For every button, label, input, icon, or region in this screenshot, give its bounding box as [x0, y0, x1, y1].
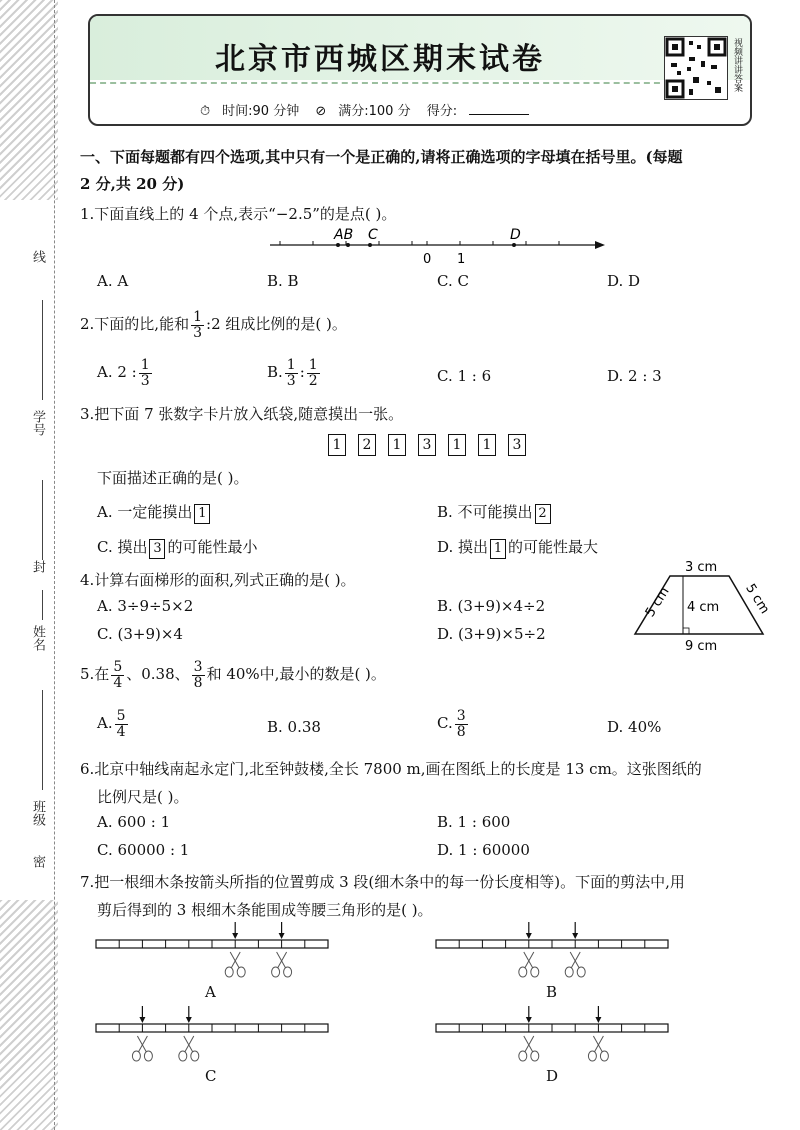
q1-option-d[interactable]: D. D	[607, 272, 641, 290]
q2-option-b-frac2	[307, 358, 320, 388]
scissors-icon	[519, 1036, 539, 1061]
binding-xian: 线	[30, 250, 45, 263]
binding-xuehao: 学号	[30, 410, 45, 436]
clock-icon: ⏱	[200, 104, 211, 119]
q4-option-b[interactable]: B. (3+9)×4÷2	[437, 597, 546, 615]
q7-label-d[interactable]: D	[546, 1067, 559, 1085]
q2-b1-den: 3	[286, 372, 296, 389]
q2-option-b-text: B.	[267, 363, 283, 382]
label-zero: 0	[423, 252, 432, 267]
q3-option-c[interactable]	[97, 536, 258, 559]
section-heading-2: 2 分,共 20 分)	[80, 175, 185, 193]
scissors-icon	[565, 952, 585, 977]
q6-option-c[interactable]: C. 60000 : 1	[97, 841, 190, 859]
q5-f2-den: 8	[193, 674, 203, 691]
q5-option-a-frac	[115, 709, 128, 739]
trapezoid-top-label: 3 cm	[685, 560, 718, 575]
binding-blank-2	[42, 480, 43, 560]
q2-option-a-text: A. 2 :	[97, 363, 137, 382]
q5-f1-num: 5	[113, 659, 123, 675]
qr-caption: 视频讲讲答案	[732, 38, 742, 92]
q4-trapezoid-figure	[625, 556, 775, 656]
q3-option-b-card: 2	[535, 504, 551, 524]
q5-option-c[interactable]	[437, 709, 470, 739]
number-card: 1	[388, 434, 406, 456]
q6-stem-2: 比例尺是( )。	[97, 788, 189, 806]
q3-option-c-text: C. 摸出	[97, 538, 148, 556]
q6-option-b[interactable]: B. 1 : 600	[437, 813, 511, 831]
q7-label-b[interactable]: B	[546, 983, 558, 1001]
binding-hatch-top	[0, 0, 58, 200]
arrow-head	[526, 933, 532, 939]
point-c	[368, 243, 372, 247]
q6-option-d[interactable]: D. 1 : 60000	[437, 841, 530, 859]
arrow-head	[139, 1017, 145, 1023]
q1-stem: 1.下面直线上的 4 个点,表示“−2.5”的是点( )。	[80, 205, 397, 223]
number-card: 3	[508, 434, 526, 456]
q5-option-a-text: A.	[97, 714, 113, 733]
score-blank[interactable]	[469, 114, 529, 115]
q2-b2-den: 2	[308, 372, 318, 389]
trapezoid-right-label: 5 cm	[742, 581, 773, 617]
q7-stick-diagrams	[0, 920, 800, 1090]
q2-a-num: 1	[140, 357, 150, 373]
scissors-icon	[132, 1036, 152, 1061]
q3-stem: 3.把下面 7 张数字卡片放入纸袋,随意摸出一张。	[80, 405, 404, 423]
trapezoid-height-label: 4 cm	[687, 600, 720, 615]
q3-option-c-card: 3	[149, 539, 165, 559]
q7-stem-2: 剪后得到的 3 根细木条能围成等腰三角形的是( )。	[97, 901, 433, 919]
qr-code[interactable]	[664, 36, 728, 100]
number-card: 1	[448, 434, 466, 456]
q5-option-a[interactable]	[97, 709, 130, 739]
q3-option-d-card: 1	[490, 539, 506, 559]
point-a	[336, 243, 340, 247]
q5-option-c-text: C.	[437, 714, 453, 733]
scissors-icon	[225, 952, 245, 977]
scissors-icon	[272, 952, 292, 977]
point-d	[512, 243, 516, 247]
arrow-head	[186, 1017, 192, 1023]
q2-option-d[interactable]: D. 2 : 3	[607, 367, 662, 385]
q2-b2-num: 1	[308, 357, 318, 373]
q7-label-a[interactable]: A	[205, 983, 216, 1001]
q2-option-a[interactable]	[97, 358, 154, 388]
header-divider	[90, 82, 670, 84]
label-d: D	[510, 227, 521, 243]
q2-fraction	[191, 310, 204, 340]
q5-a-num: 5	[116, 708, 126, 724]
binding-blank-3	[42, 590, 43, 620]
q5-option-b[interactable]: B. 0.38	[267, 718, 321, 736]
q2-stem-b: :2 组成比例的是( )。	[206, 315, 347, 334]
trapezoid-left-label: 5 cm	[642, 584, 673, 620]
q2-fraction-den: 3	[193, 324, 203, 341]
q5-frac2	[192, 660, 205, 690]
q3-cards	[322, 434, 532, 456]
point-b	[346, 243, 350, 247]
q4-option-a[interactable]: A. 3÷9÷5×2	[97, 597, 194, 615]
exam-meta	[200, 100, 541, 119]
q3-option-c-text2: 的可能性最小	[167, 538, 258, 556]
q5-c-den: 8	[456, 723, 466, 740]
full-score-label: 满分:100 分	[338, 104, 411, 119]
score-label: 得分:	[426, 104, 458, 119]
exam-header	[88, 14, 752, 126]
q2-option-b-colon: :	[299, 363, 305, 382]
q5-stem	[80, 660, 386, 690]
label-one: 1	[457, 252, 466, 267]
q3-option-d-text: D. 摸出	[437, 538, 489, 556]
q2-stem-a: 2.下面的比,能和	[80, 315, 190, 334]
q5-c-num: 3	[456, 708, 466, 724]
q2-option-b-frac1	[285, 358, 298, 388]
q6-stem: 6.北京中轴线南起永定门,北至钟鼓楼,全长 7800 m,画在图纸上的长度是 13 cm。这张图纸的	[80, 760, 702, 778]
q2-fraction-num: 1	[193, 309, 203, 325]
q7-label-c[interactable]: C	[205, 1067, 217, 1085]
q3-option-b-text: B. 不可能摸出	[437, 503, 533, 521]
q2-option-b[interactable]	[267, 358, 322, 388]
q2-option-a-frac	[139, 358, 152, 388]
q2-option-c[interactable]: C. 1 : 6	[437, 367, 492, 385]
check-icon: ⊘	[315, 104, 327, 119]
q1-option-c[interactable]: C. C	[437, 272, 469, 290]
q1-number-line	[260, 225, 610, 270]
scissors-icon	[179, 1036, 199, 1061]
q3-option-d-text2: 的可能性最大	[508, 538, 599, 556]
label-c: C	[368, 227, 378, 243]
q5-frac1	[111, 660, 124, 690]
q6-option-a[interactable]: A. 600 : 1	[97, 813, 171, 831]
q5-f2-num: 3	[193, 659, 203, 675]
section-heading: 一、下面每题都有四个选项,其中只有一个是正确的,请将正确选项的字母填在括号里。(每题	[80, 148, 683, 166]
q3-sub: 下面描述正确的是( )。	[97, 469, 249, 487]
q3-option-b[interactable]	[437, 501, 553, 524]
q3-option-a[interactable]	[97, 501, 212, 524]
label-ab: AB	[334, 227, 354, 243]
arrow-head	[595, 1017, 601, 1023]
q3-option-a-text: A. 一定能摸出	[97, 503, 193, 521]
time-label: 时间:90 分钟	[222, 104, 300, 119]
binding-blank-4	[42, 690, 43, 790]
binding-mi: 密	[30, 855, 45, 868]
number-card: 2	[358, 434, 376, 456]
binding-banji: 班级	[30, 800, 45, 826]
q2-b1-num: 1	[286, 357, 296, 373]
q2-a-den: 3	[140, 372, 150, 389]
q4-stem: 4.计算右面梯形的面积,列式正确的是( )。	[80, 571, 356, 589]
number-card: 3	[418, 434, 436, 456]
number-card: 1	[478, 434, 496, 456]
arrow-head	[232, 933, 238, 939]
number-card: 1	[328, 434, 346, 456]
q5-option-c-frac	[455, 709, 468, 739]
scissors-icon	[519, 952, 539, 977]
q5-f1-den: 4	[113, 674, 123, 691]
q1-option-b[interactable]: B. B	[267, 272, 299, 290]
q5-stem-b: 、0.38、	[126, 665, 190, 684]
q2-stem	[80, 310, 347, 340]
arrow-head	[572, 933, 578, 939]
arrow-head	[526, 1017, 532, 1023]
binding-blank-1	[42, 300, 43, 400]
q1-option-a[interactable]: A. A	[97, 272, 129, 290]
binding-xingming: 姓名	[30, 625, 45, 651]
q5-a-den: 4	[116, 723, 126, 740]
page-title: 北京市西城区期末试卷	[215, 42, 545, 77]
q3-option-d[interactable]	[437, 536, 598, 559]
trapezoid-bottom-label: 9 cm	[685, 639, 718, 654]
binding-feng: 封	[30, 560, 45, 573]
q5-stem-a: 5.在	[80, 665, 110, 684]
q5-stem-c: 和 40%中,最小的数是( )。	[206, 665, 386, 684]
scissors-icon	[588, 1036, 608, 1061]
q3-option-a-card: 1	[194, 504, 210, 524]
q4-option-d[interactable]: D. (3+9)×5÷2	[437, 625, 546, 643]
q5-option-d[interactable]: D. 40%	[607, 718, 662, 736]
q4-option-c[interactable]: C. (3+9)×4	[97, 625, 183, 643]
arrow-head	[279, 933, 285, 939]
q7-stem: 7.把一根细木条按箭头所指的位置剪成 3 段(细木条中的每一份长度相等)。下面的剪法中,用	[80, 873, 685, 891]
